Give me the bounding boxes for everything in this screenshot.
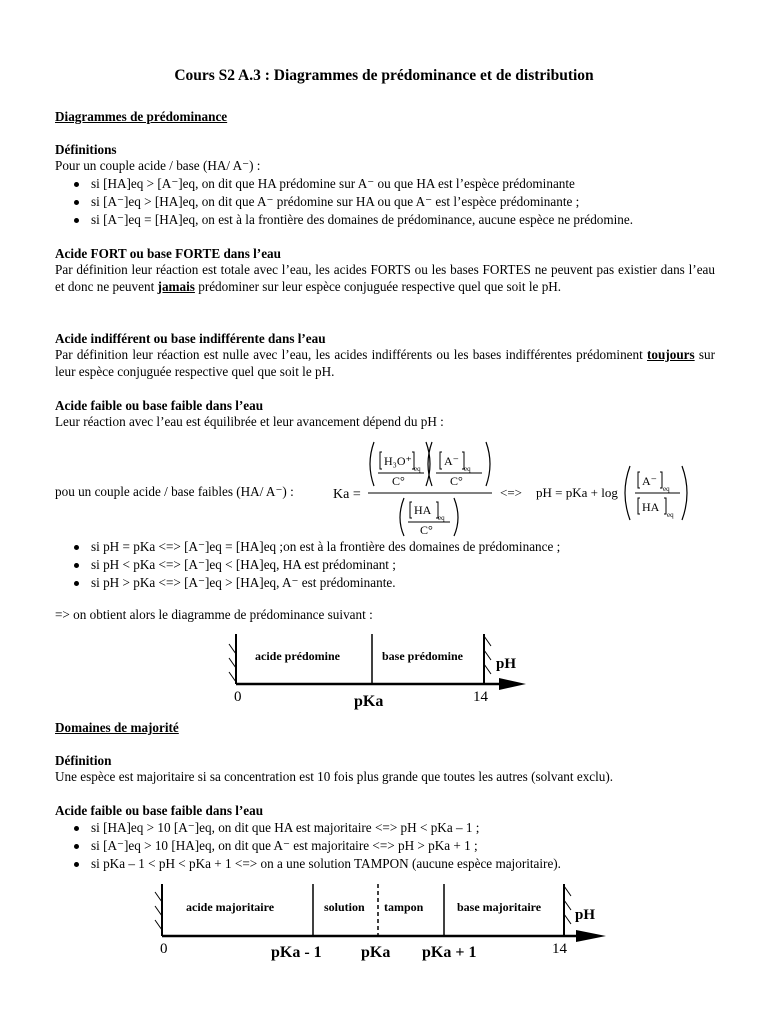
- list-item: si pH < pKa <=> [A⁻]eq < [HA]eq, HA est prédominant ;: [55, 557, 715, 575]
- indifferent-text-1: Par définition leur réaction est nulle avec l’eau, les acides indifférents ou les bases indifférentes prédominent: [55, 347, 643, 362]
- tick-pka: pKa: [354, 693, 384, 710]
- definitions-intro: Pour un couple acide / base (HA/ A⁻) :: [55, 158, 261, 173]
- weak-acid-intro: Leur réaction avec l’eau est équilibrée et leur avancement dépend du pH :: [55, 414, 444, 429]
- formula-h3o: H₃O⁺: [384, 454, 412, 468]
- predominance-diagram: [224, 630, 544, 712]
- list-item: si [A⁻]eq > [HA]eq, on dit que A⁻ prédomine sur HA ou que A⁻ est l’espèce prédominante ;: [55, 194, 715, 212]
- tick-zero-2: 0: [160, 941, 168, 957]
- formula-eq-sub: eq: [464, 465, 471, 473]
- weak-acid-list: [55, 539, 715, 593]
- list-item: si [A⁻]eq > 10 [HA]eq, on dit que A⁻ est majoritaire <=> pH > pKa + 1 ;: [55, 838, 715, 856]
- definitions-list: [55, 176, 715, 230]
- formula-prefix: pou un couple acide / base faibles (HA/ A⁻) :: [55, 484, 294, 499]
- tick-fourteen-2: 14: [552, 941, 567, 957]
- formula-eq-sub: eq: [414, 465, 421, 473]
- list-item: si [A⁻]eq = [HA]eq, on est à la frontière des domaines de prédominance, aucune espèce ne prédomine.: [55, 212, 715, 230]
- diagram-intro: => on obtient alors le diagramme de prédominance suivant :: [55, 607, 373, 622]
- definition-text: Une espèce est majoritaire si sa concentration est 10 fois plus grande que toutes les autres (solvant exclu).: [55, 769, 614, 784]
- tampon-label: tampon: [384, 900, 424, 914]
- formula-eq-sub: eq: [438, 514, 445, 522]
- indifferent-heading: Acide indifférent ou base indifférente dans l’eau: [55, 331, 326, 346]
- section-heading-predominance: Diagrammes de prédominance: [55, 109, 228, 124]
- list-item: si [HA]eq > 10 [A⁻]eq, on dit que HA est majoritaire <=> pH < pKa – 1 ;: [55, 820, 715, 838]
- formula-eq-sub: eq: [663, 485, 670, 493]
- tick-pka-minus-1: pKa - 1: [271, 944, 322, 961]
- section-heading-majority: Domaines de majorité: [55, 720, 179, 735]
- list-item: si [HA]eq > [A⁻]eq, on dit que HA prédomine sur A⁻ ou que HA est l’espèce prédominante: [55, 176, 715, 194]
- majority-diagram: [148, 878, 618, 966]
- formula-c2: C°: [450, 474, 463, 488]
- formula-ha-log: HA: [642, 500, 660, 514]
- page-title: Cours S2 A.3 : Diagrammes de prédominance et de distribution: [174, 67, 594, 84]
- list-item: si pKa – 1 < pH < pKa + 1 <=> on a une solution TAMPON (aucune espèce majoritaire).: [55, 856, 715, 874]
- definitions-heading: Définitions: [55, 142, 117, 157]
- majority-list: [55, 820, 715, 874]
- ka-formula: [330, 436, 710, 540]
- strong-acid-heading: Acide FORT ou base FORTE dans l’eau: [55, 246, 281, 261]
- tick-zero: 0: [234, 689, 242, 705]
- solution-label: solution: [324, 900, 365, 914]
- formula-eq-sub: eq: [667, 511, 674, 519]
- tick-fourteen: 14: [473, 689, 488, 705]
- formula-c3: C°: [420, 523, 433, 537]
- indifferent-text-2: sur leur espèce conjuguée respective quel que soit le pH.: [55, 347, 716, 379]
- acid-predominates-label: acide prédomine: [255, 649, 340, 663]
- base-predominates-label: base prédomine: [382, 649, 463, 663]
- keyword-jamais: jamais: [157, 278, 195, 294]
- formula-c1: C°: [392, 474, 405, 488]
- formula-ka-label: Ka =: [333, 487, 361, 502]
- weak-acid-heading: Acide faible ou base faible dans l’eau: [55, 398, 264, 413]
- acid-majority-label: acide majoritaire: [186, 900, 275, 914]
- list-item: si pH = pKa <=> [A⁻]eq = [HA]eq ;on est à la frontière des domaines de prédominance ;: [55, 539, 715, 557]
- strong-acid-paragraph: [55, 262, 715, 295]
- formula-a-log: A⁻: [642, 474, 657, 488]
- formula-ha: HA: [414, 503, 432, 517]
- tick-pka-2: pKa: [361, 944, 391, 961]
- tick-pka-plus-1: pKa + 1: [422, 944, 477, 961]
- formula-ph: pH = pKa + log: [536, 485, 618, 500]
- strong-acid-text-2: prédominer sur leur espèce conjuguée respective quel que soit le pH.: [198, 278, 562, 294]
- ph-axis-label-2: pH: [575, 907, 596, 923]
- ph-axis-label: pH: [496, 656, 517, 672]
- list-item: si pH > pKa <=> [A⁻]eq > [HA]eq, A⁻ est prédominante.: [55, 575, 715, 593]
- definition-heading: Définition: [55, 753, 112, 768]
- strong-acid-text-1: Par définition leur réaction est totale avec l’eau, les acides FORTS ou les bases FORTES ne peuvent pas existier dans l’eau et donc ne peuvent: [55, 262, 715, 294]
- keyword-toujours: toujours: [647, 347, 695, 362]
- base-majority-label: base majoritaire: [457, 900, 542, 914]
- indifferent-paragraph: [55, 347, 715, 380]
- formula-a: A⁻: [444, 454, 459, 468]
- formula-equiv: <=>: [500, 485, 522, 500]
- weak-acid-heading-2: Acide faible ou base faible dans l’eau: [55, 803, 264, 818]
